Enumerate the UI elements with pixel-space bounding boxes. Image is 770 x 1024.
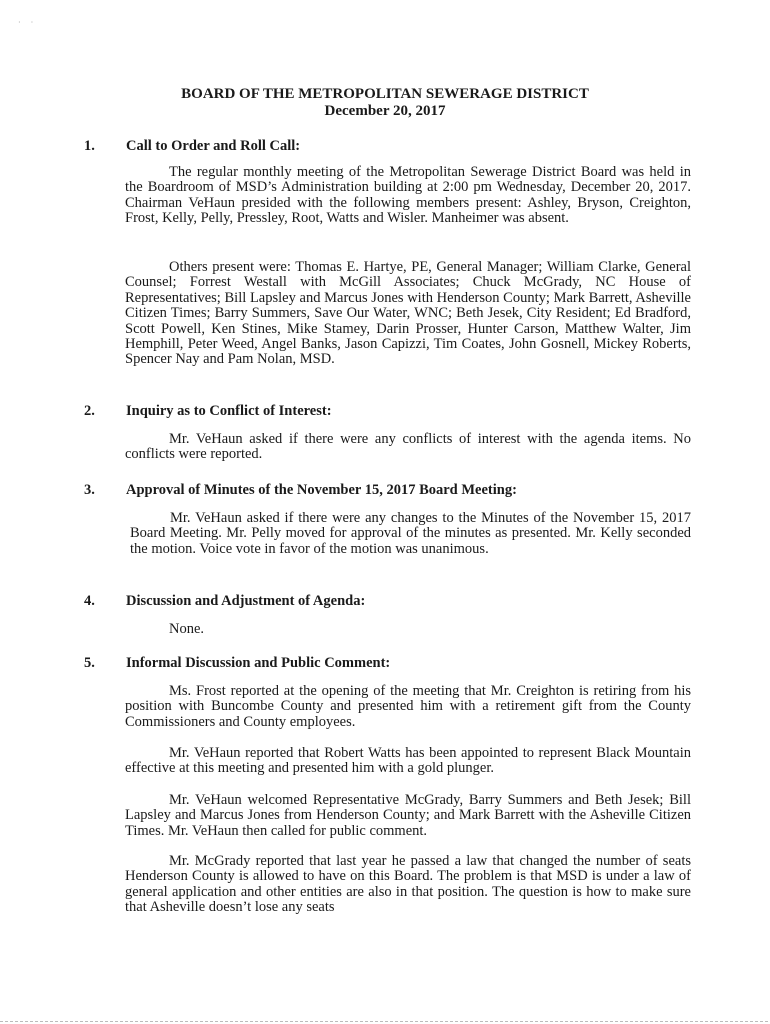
paragraph: Mr. VeHaun reported that Robert Watts has been appointed to represent Black Mountain effective at this meeting and presented him with a gold plunger. (125, 745, 691, 777)
section-heading (84, 138, 300, 154)
section-number: 2. (84, 403, 95, 419)
document-date: December 20, 2017 (324, 103, 446, 119)
document-header (0, 86, 770, 120)
scan-artifact: · · (18, 18, 38, 27)
paragraph: Ms. Frost reported at the opening of the meeting that Mr. Creighton is retiring from his position with Buncombe County and presented him with a retirement gift from the County Commissioners and County employees. (125, 683, 691, 730)
paragraph: Mr. VeHaun asked if there were any conflicts of interest with the agenda items. No conflicts were reported. (125, 431, 691, 463)
paragraph: Mr. McGrady reported that last year he passed a law that changed the number of seats Henderson County is allowed to have on this Board. The problem is that MSD is under a law of general application and other entities are also in that position. The question is how to make sure that Asheville doesn’t lose any seats (125, 853, 691, 916)
paragraph: The regular monthly meeting of the Metropolitan Sewerage District Board was held in the Boardroom of MSD’s Administration building at 2:00 pm Wednesday, December 20, 2017. Chairman VeHaun presided with the following members present: Ashley, Bryson, Creighton, Frost, Kelly, Pelly, Pressley, Root, Watts and Wisler. Manheimer was absent. (125, 164, 691, 227)
section-title: Call to Order and Roll Call: (126, 138, 301, 154)
section-title: Approval of Minutes of the November 15, 2017 Board Meeting: (126, 482, 517, 498)
section-title: Inquiry as to Conflict of Interest: (126, 403, 332, 419)
scan-edge-line (0, 1021, 770, 1022)
section-number: 4. (84, 593, 95, 609)
section-heading (84, 655, 390, 671)
paragraph: Mr. VeHaun welcomed Representative McGrady, Barry Summers and Beth Jesek; Bill Lapsley and Marcus Jones from Henderson County; and Mark Barrett with the Asheville Citizen Times. Mr. VeHaun then called for public comment. (125, 792, 691, 839)
section-title: Informal Discussion and Public Comment: (126, 655, 391, 671)
paragraph: Others present were: Thomas E. Hartye, PE, General Manager; William Clarke, General Counsel; Forrest Westall with McGill Associates; Chuck McGrady, NC House of Representatives; Bill Lapsley and Marcus Jones with Henderson County; Mark Barrett, Asheville Citizen Times; Barry Summers, Save Our Water, WNC; Beth Jesek, City Resident; Ed Bradford, Scott Powell, Ken Stines, Mike Stamey, Darin Prosser, Hunter Carson, Matthew Walter, Jim Hemphill, Peter Weed, Angel Banks, Jason Capizzi, Tim Coates, John Gosnell, Mickey Roberts, Spencer Nay and Pam Nolan, MSD. (125, 259, 691, 368)
section-heading (84, 482, 517, 498)
document-title: BOARD OF THE METROPOLITAN SEWERAGE DISTRICT (181, 86, 589, 102)
section-heading (84, 403, 332, 419)
section-title: Discussion and Adjustment of Agenda: (126, 593, 366, 609)
paragraph: Mr. VeHaun asked if there were any changes to the Minutes of the November 15, 2017 Board Meeting. Mr. Pelly moved for approval of the minutes as presented. Mr. Kelly seconded the motion. Voice vote in favor of the motion was unanimous. (130, 510, 691, 557)
section-number: 1. (84, 138, 95, 154)
section-heading (84, 593, 365, 609)
section-number: 3. (84, 482, 95, 498)
section-number: 5. (84, 655, 95, 671)
paragraph: None. (169, 621, 205, 637)
